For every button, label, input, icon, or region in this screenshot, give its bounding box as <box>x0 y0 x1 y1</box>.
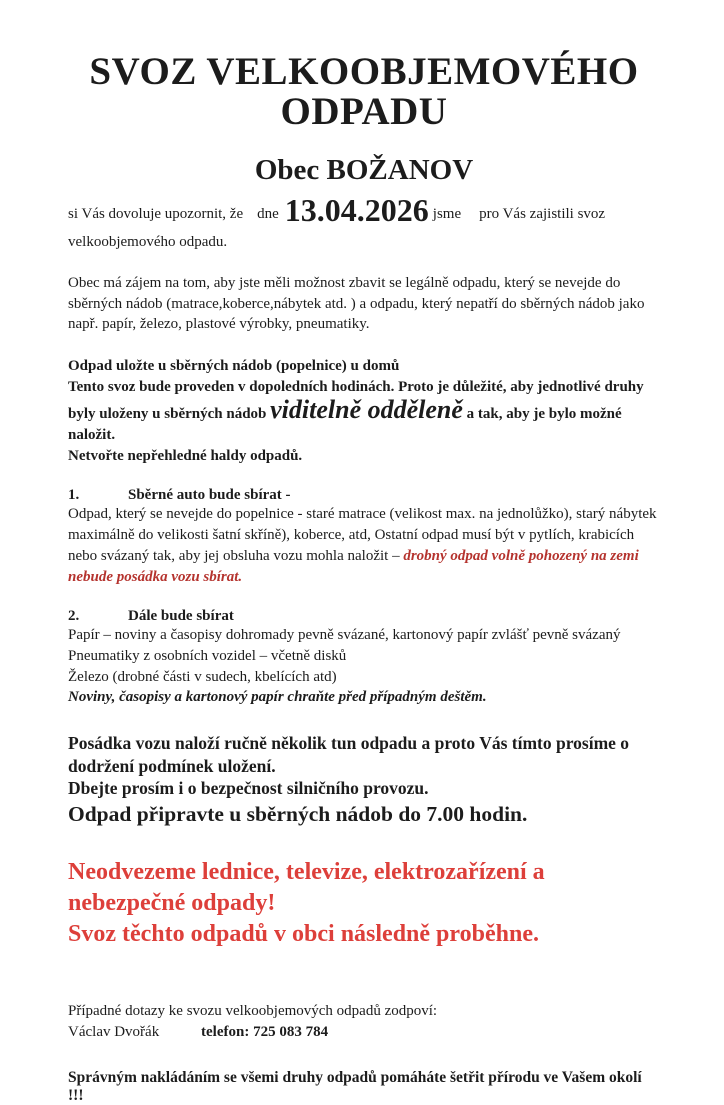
date-suffix-text: pro Vás zajistili svoz <box>479 205 606 222</box>
environment-footer-note: Správným nakládáním se všemi druhy odpadů pomáháte šetřit přírodu ve Vašem okolí !!! <box>68 1068 642 1104</box>
section1-heading-text: Sběrné auto bude sbírat - <box>128 487 291 504</box>
section2-rain-note: Noviny, časopisy a kartonový papír chraňte před případným deštěm. <box>68 689 487 706</box>
contact-row <box>68 1022 660 1043</box>
section2-number: 2. <box>68 608 80 625</box>
date-announcement-line2: velkoobjemového odpadu. <box>68 233 228 250</box>
collection-date: 13.04.2026 <box>284 191 429 228</box>
date-prefix-text: si Vás dovoluje upozornit, že <box>68 205 244 222</box>
section2-heading-text: Dále bude sbírat <box>128 608 234 625</box>
contact-name: Václav Dvořák <box>68 1024 160 1041</box>
instruction-line-3-prefix: byly uloženy u sběrných nádob <box>68 406 271 423</box>
date-announcement-line <box>68 189 660 232</box>
excluded-items-notice <box>68 857 660 949</box>
prepare-time-note: Odpad připravte u sběrných nádob do 7.00 hodin. <box>68 802 528 827</box>
storage-instructions <box>68 356 660 466</box>
visibly-separated-emphasis: viditelně odděleně <box>270 395 463 425</box>
instruction-line-4: Netvořte nepřehledné haldy odpadů. <box>68 447 303 464</box>
instruction-line-1: Odpad uložte u sběrných nádob (popelnice) u domů <box>68 358 400 375</box>
section2-heading <box>68 608 660 625</box>
section1-red-warning: drobný odpad volně pohozený na zemi nebude posádka vozu sbírat. <box>68 547 639 585</box>
section2-items <box>68 625 660 708</box>
section2-item-iron: Železo (drobné části v sudech, kbelících atd) <box>68 668 337 685</box>
excluded-items-line: Neodvezeme lednice, televize, elektrozařízení a nebezpečné odpady! <box>68 859 545 916</box>
section1-heading <box>68 487 660 504</box>
instruction-line-3 <box>68 397 660 445</box>
intro-paragraph: Obec má zájem na tom, aby jste měli možnost zbavit se legálně odpadu, který se nevejde do sběrných nádob (matrace,koberce,nábytek atd. ) a odpadu, který nepatří do sběrných nádob jako např. papír, železo, plastové výrobky, pneumatiky. <box>68 274 645 333</box>
phone-number: 725 083 784 <box>253 1024 329 1041</box>
contact-block <box>68 1001 660 1042</box>
instruction-line-2: Tento svoz bude proveden v dopoledních hodinách. Proto je důležité, aby jednotlivé druhy <box>68 378 644 395</box>
followup-collection-line: Svoz těchto odpadů v obci následně proběhne. <box>68 920 539 947</box>
section1-number: 1. <box>68 487 80 504</box>
municipality-title: Obec BOŽANOV <box>254 153 474 186</box>
crew-load-note: Posádka vozu naloží ručně několik tun odpadu a proto Vás tímto prosíme o dodržení podmínek uložení. <box>68 732 630 776</box>
section1-body <box>68 504 660 587</box>
section2-item-paper: Papír – noviny a časopisy dohromady pevně svázané, kartonový papír zvlášť pevně svázaný <box>68 627 621 644</box>
phone-label: telefon: <box>201 1024 250 1041</box>
section2-item-tires: Pneumatiky z osobních vozidel – včetně disků <box>68 647 347 664</box>
page-title: SVOZ VELKOOBJEMOVÉHO ODPADU <box>89 50 639 133</box>
traffic-safety-note: Dbejte prosím i o bezpečnost silničního provozu. <box>68 778 429 799</box>
date-jsme-text: jsme <box>432 205 462 222</box>
date-dne-text: dne <box>257 205 279 222</box>
contact-intro: Případné dotazy ke svozu velkoobjemových odpadů zodpoví: <box>68 1003 438 1020</box>
instruction-line-3-suffix: a tak, aby je bylo možné naložit. <box>68 406 622 444</box>
section1-body-text: Odpad, který se nevejde do popelnice - staré matrace (velikost max. na jednolůžko), starý nábytek maximálně do velikosti šatní skříně), koberce, atd, Ostatní odpad musí být v pytlích, krabicích nebo svázaný tak, aby jej obsluha vozu mohla naložit – <box>68 506 657 564</box>
